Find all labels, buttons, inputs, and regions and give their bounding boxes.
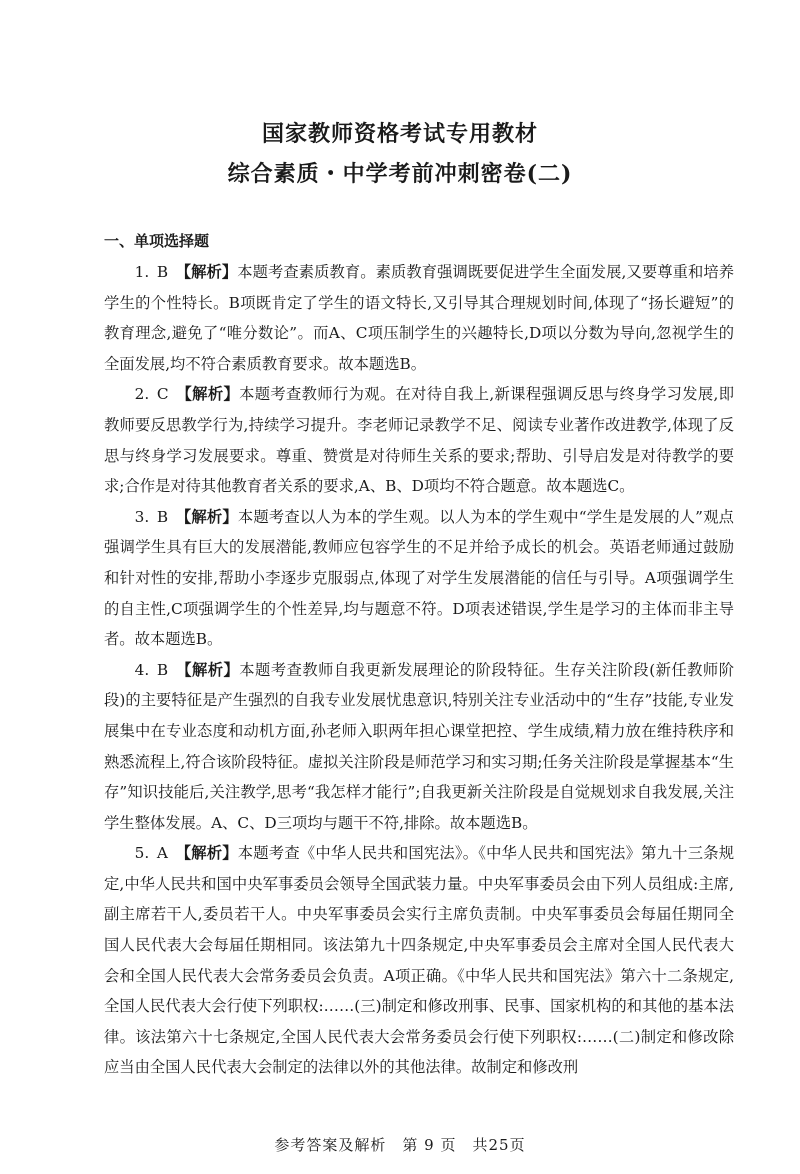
- analysis-tag: 【解析】: [175, 263, 238, 281]
- analysis-tag: 【解析】: [175, 660, 240, 679]
- question-2: [104, 379, 734, 501]
- analysis-text: 本题考查教师行为观。在对待自我上,新课程强调反思与终身学习发展,即教师要反思教学行为,持续学习提升。李老师记录教学不足、阅读专业著作改进教学,体现了反思与终身学习发展要求。尊重、赞赏是对待师生关系的要求;帮助、引导启发是对待教学的要求;合作是对待其他教育者关系的要求,A、B、D项均不符合题意。故本题选C。: [104, 385, 734, 496]
- analysis-tag: 【解析】: [175, 507, 238, 526]
- question-number: 5.: [134, 844, 150, 863]
- page-footer: 参考答案及解析 第 9 页 共25页: [274, 1136, 526, 1154]
- analysis-text: 本题考查素质教育。素质教育强调既要促进学生全面发展,又要尊重和培养学生的个性特长。B项既肯定了学生的语文特长,又引导其合理规划时间,体现了“扬长避短”的教育理念,避免了“唯分数论”。而A、C项压制学生的兴趣特长,D项以分数为导向,忽视学生的全面发展,均不符合素质教育要求。故本题选B。: [104, 263, 734, 373]
- question-1: [104, 257, 734, 379]
- question-number: 3.: [134, 507, 150, 526]
- section-heading: 一、单项选择题: [104, 232, 210, 250]
- question-number: 4.: [134, 660, 150, 679]
- answer-letter: B: [156, 507, 169, 526]
- answer-letter: B: [156, 263, 169, 281]
- answer-letter: C: [156, 385, 169, 404]
- answer-letter: B: [156, 660, 169, 679]
- answer-letter: A: [156, 844, 168, 863]
- analysis-text: 本题考查教师自我更新发展理论的阶段特征。生存关注阶段(新任教师阶段)的主要特征是产生强烈的自我专业发展忧患意识,特别关注专业活动中的“生存”技能,专业发展集中在专业态度和动机方面,孙老师入职两年担心课堂把控、学生成绩,精力放在维持秩序和熟悉流程上,符合该阶段特征。虚拟关注阶段是师范学习和实习期;任务关注阶段是掌握基本“生存”知识技能后,关注教学,思考“我怎样才能行”;自我更新关注阶段是自觉规划求自我发展,关注学生整体发展。A、C、D三项均与题干不符,排除。故本题选B。: [104, 660, 734, 832]
- question-3: [104, 502, 734, 655]
- question-5: [104, 838, 734, 1083]
- analysis-text: 本题考查《中华人民共和国宪法》。《中华人民共和国宪法》第九十三条规定,中华人民共和国中央军事委员会领导全国武装力量。中央军事委员会由下列人员组成:主席,副主席若干人,委员若干人。中央军事委员会实行主席负责制。中央军事委员会每届任期同全国人民代表大会每届任期相同。该法第九十四条规定,中央军事委员会主席对全国人民代表大会和全国人民代表大会常务委员会负责。A项正确。《中华人民共和国宪法》第六十二条规定,全国人民代表大会行使下列职权:……(三)制定和修改刑事、民事、国家机构的和其他的基本法律。该法第六十七条规定,全国人民代表大会常务委员会行使下列职权:……(二)制定和修改除应当由全国人民代表大会制定的法律以外的其他法律。故制定和修改刑: [104, 844, 734, 1077]
- question-4: [104, 655, 734, 839]
- answer-explanations: [104, 257, 734, 1083]
- analysis-tag: 【解析】: [176, 385, 240, 404]
- analysis-text: 本题考查以人为本的学生观。以人为本的学生观中“学生是发展的人”观点强调学生具有巨大的发展潜能,教师应包容学生的不足并给予成长的机会。英语老师通过鼓励和针对性的安排,帮助小李逐步克服弱点,体现了对学生发展潜能的信任与引导。A项强调学生的自主性,C项强调学生的个性差异,均与题意不符。D项表述错误,学生是学习的主体而非主导者。故本题选B。: [104, 507, 734, 649]
- question-number: 1.: [134, 263, 150, 281]
- analysis-tag: 【解析】: [175, 844, 238, 863]
- page-title-line2: 综合素质・中学考前冲刺密卷(二): [227, 161, 573, 187]
- question-number: 2.: [134, 385, 150, 404]
- page-title-line1: 国家教师资格考试专用教材: [261, 121, 538, 147]
